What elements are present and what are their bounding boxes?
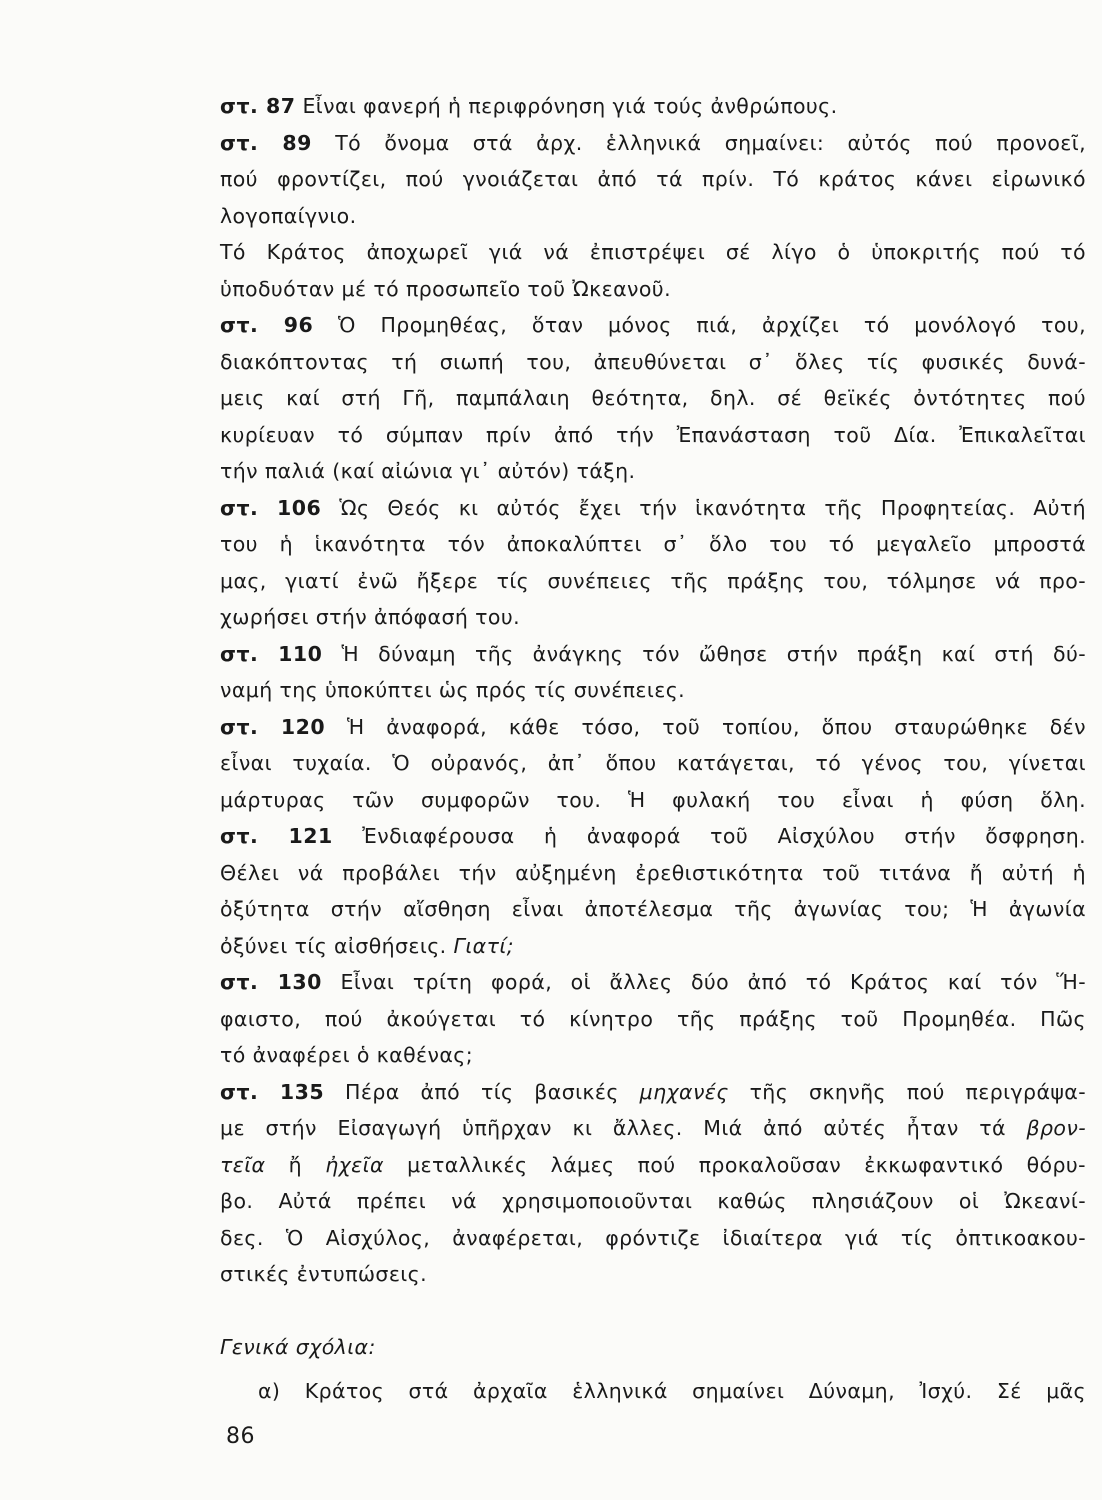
note-text: ὀξύνει τίς αἰσθήσεις. [220, 933, 447, 958]
note-text-italic: μηχανές [639, 1079, 729, 1104]
note-line: ὑποδυόταν μέ τό προσωπεῖο τοῦ Ὠκεανοῦ. [220, 276, 671, 301]
verse-label: στ. 106 [220, 495, 322, 520]
note-text: με στήν Εἰσαγωγή ὑπῆρχαν κι ἄλλες. Μιά ἀπό αὐτές ἦταν τά [220, 1116, 1006, 1140]
note-text: Ἡ δύναμη τῆς ἀνάγκης τόν ὤθησε στήν πράξη καί στή δύ- [341, 641, 1087, 666]
note-line: εἶναι τυχαία. Ὁ οὐρανός, ἀπ᾽ ὅπου κατάγεται, τό γένος του, γίνεται [220, 751, 1086, 775]
note-line: ὀξύτητα στήν αἴσθηση εἶναι ἀποτέλεσμα τῆς ἀγωνίας του; Ἡ ἀγωνία [220, 897, 1086, 921]
note-130 [220, 964, 1086, 1001]
note-line [220, 1110, 1086, 1147]
note-line: κυρίευαν τό σύμπαν πρίν ἀπό τήν Ἐπανάσταση τοῦ Δία. Ἐπικαλεῖται [220, 422, 1086, 447]
note-line: τήν παλιά (καί αἰώνια γι᾽ αὐτόν) τάξη. [220, 459, 636, 483]
note-110 [220, 636, 1086, 673]
note-text-italic: βρον- [1026, 1116, 1086, 1140]
note-120 [220, 709, 1086, 746]
note-text-italic: Γιατί; [453, 933, 514, 958]
note-line: Τό Κράτος ἀποχωρεῖ γιά νά ἐπιστρέψει σέ λίγο ὁ ὑποκριτής πού τό [220, 240, 1086, 264]
general-comment-a: α) Κράτος στά ἀρχαῖα ἑλληνικά σημαίνει Δύναμη, Ἰσχύ. Σέ μᾶς [258, 1379, 1086, 1403]
note-line: διακόπτοντας τή σιωπή του, ἀπευθύνεται σ᾽ ὅλες τίς φυσικές δυνά- [220, 349, 1086, 374]
note-line: μάρτυρας τῶν συμφορῶν του. Ἡ φυλακή του εἶναι ἡ φύση ὅλη. [220, 787, 1086, 812]
spacer [220, 1365, 1086, 1373]
note-text-italic: ἠχεῖα [325, 1152, 384, 1177]
verse-label: στ. 96 [220, 313, 314, 337]
verse-label: στ. 135 [220, 1079, 325, 1104]
note-135 [220, 1074, 1086, 1111]
verse-label: στ. 110 [220, 641, 323, 666]
note-text: Εἶναι φανερή ἡ περιφρόνηση γιά τούς ἀνθρώπους. [302, 94, 838, 118]
note-line: τό ἀναφέρει ὁ καθένας; [220, 1043, 474, 1067]
verse-label: στ. 89 [220, 130, 312, 155]
note-text: Πέρα ἀπό τίς βασικές [345, 1079, 619, 1104]
verse-label: στ. 121 [220, 824, 333, 848]
note-text: Τό ὄνομα στά ἀρχ. ἑλληνικά σημαίνει: αὐτός πού προνοεῖ, [335, 130, 1086, 155]
note-89 [220, 125, 1086, 162]
note-text: Ὁ Προμηθέας, ὅταν μόνος πιά, ἀρχίζει τό μονόλογό του, [338, 313, 1086, 337]
note-text-italic: τεῖα [220, 1152, 266, 1177]
note-line: μεις καί στή Γῆ, παμπάλαιη θεότητα, δηλ. σέ θεϊκές ὀντότητες πού [220, 386, 1086, 410]
note-line: χωρήσει στήν ἀπόφασή του. [220, 605, 521, 629]
spacer [220, 1293, 1086, 1329]
note-line: βο. Αὐτά πρέπει νά χρησιμοποιοῦνται καθώς πλησιάζουν οἱ Ὠκεανί- [220, 1189, 1086, 1213]
note-line [220, 928, 1086, 965]
note-line: Θέλει νά προβάλει τήν αὐξημένη ἐρεθιστικότητα τοῦ τιτάνα ἤ αὐτή ἡ [220, 860, 1086, 885]
note-line: λογοπαίγνιο. [220, 203, 357, 228]
note-121 [220, 818, 1086, 855]
note-line: δες. Ὁ Αἰσχύλος, ἀναφέρεται, φρόντιζε ἰδιαίτερα γιά τίς ὀπτικοακου- [220, 1225, 1086, 1250]
note-87 [220, 88, 1086, 125]
verse-label: στ. 130 [220, 970, 322, 994]
note-106 [220, 490, 1086, 527]
verse-label: στ. 87 [220, 94, 296, 118]
note-text: τῆς σκηνῆς πού περιγράψα- [749, 1079, 1087, 1104]
general-comments-heading: Γενικά σχόλια: [220, 1334, 376, 1359]
note-line [220, 1147, 1086, 1184]
note-96 [220, 307, 1086, 344]
note-text: Εἶναι τρίτη φορά, οἱ ἄλλες δύο ἀπό τό Κράτος καί τόν Ἥ- [340, 970, 1086, 994]
note-line: ναμή της ὑποκύπτει ὡς πρός τίς συνέπειες. [220, 678, 686, 702]
page-body [220, 88, 1086, 1410]
page-number: 86 [226, 1424, 255, 1449]
note-text: Ὡς Θεός κι αὐτός ἔχει τήν ἱκανότητα τῆς Προφητείας. Αὐτή [339, 495, 1087, 520]
note-line: πού φροντίζει, πού γνοιάζεται ἀπό τά πρίν. Τό κράτος κάνει εἰρωνικό [220, 167, 1086, 191]
verse-label: στ. 120 [220, 714, 326, 739]
note-text: Ἐνδιαφέρουσα ἡ ἀναφορά τοῦ Αἰσχύλου στήν ὄσφρηση. [362, 824, 1086, 848]
note-line: μας, γιατί ἐνῶ ἤξερε τίς συνέπειες τῆς πράξης του, τόλμησε νά προ- [220, 568, 1086, 593]
note-text: μεταλλικές λάμες πού προκαλοῦσαν ἐκκωφαντικό θόρυ- [407, 1152, 1086, 1177]
note-line: στικές ἐντυπώσεις. [220, 1262, 427, 1286]
note-line: φαιστο, πού ἀκούγεται τό κίνητρο τῆς πράξης τοῦ Προμηθέα. Πῶς [220, 1006, 1086, 1031]
note-text: Ἡ ἀναφορά, κάθε τόσο, τοῦ τοπίου, ὅπου σταυρώθηκε δέν [346, 714, 1087, 739]
note-line: του ἡ ἱκανότητα τόν ἀποκαλύπτει σ᾽ ὅλο του τό μεγαλεῖο μπροστά [220, 532, 1086, 556]
note-text: ἤ [288, 1152, 303, 1177]
